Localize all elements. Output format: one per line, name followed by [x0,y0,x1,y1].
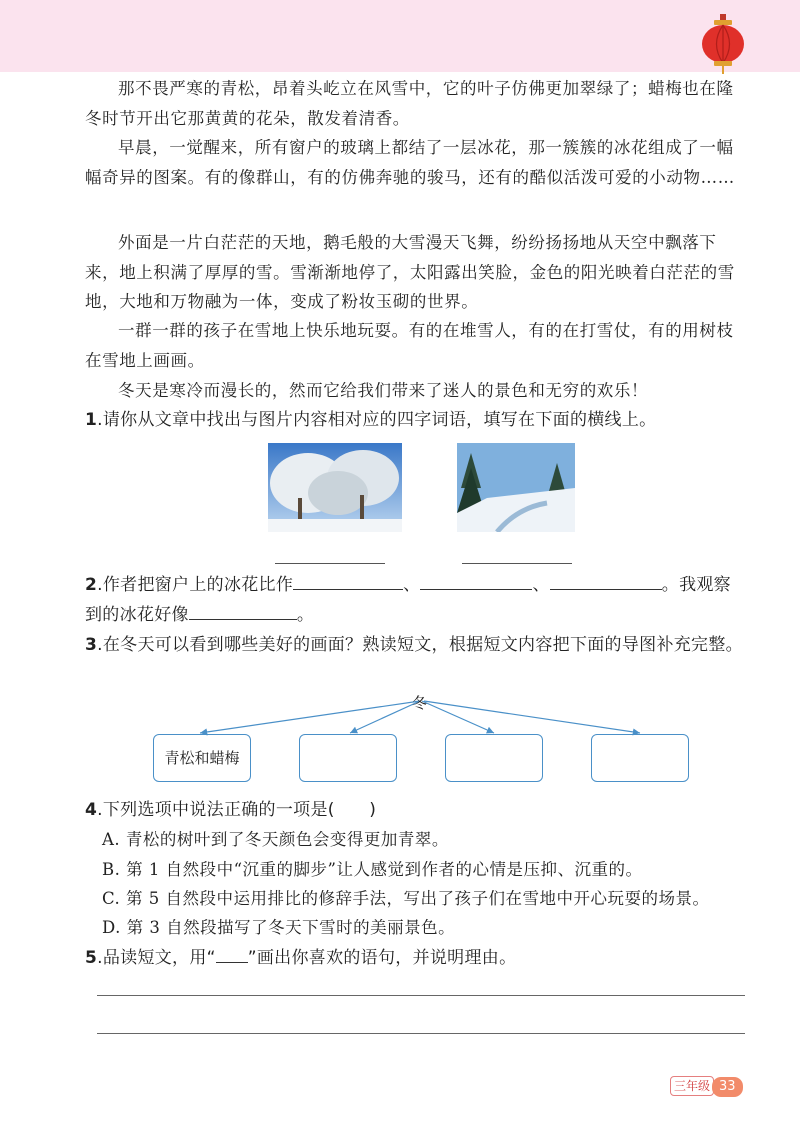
mindmap-box-1: 青松和蜡梅 [153,734,251,782]
mindmap-box-4[interactable] [591,734,689,782]
header-band [0,0,800,72]
paragraph-1: 那不畏严寒的青松，昂着头屹立在风雪中，它的叶子仿佛更加翠绿了；蜡梅也在隆冬时节开出它那黄黄的花朵，散发着清香。 [85,79,734,128]
underline-sample [216,948,248,963]
answer-line-2[interactable] [462,563,572,564]
snow-trees-photo [268,443,402,532]
paragraph-5: 冬天是寒冷而漫长的，然而它给我们带来了迷人的景色和无穷的欢乐！ [118,381,649,400]
paragraph-2: 早晨，一觉醒来，所有窗户的玻璃上都结了一层冰花，那一簇簇的冰花组成了一幅幅奇异的图案。有的像群山，有的仿佛奔驰的骏马，还有的酷似活泼可爱的小动物…… [85,138,735,187]
page-number: 33 [712,1077,743,1097]
paragraph-4: 一群一群的孩子在雪地上快乐地玩耍。有的在堆雪人，有的在打雪仗，有的用树枝在雪地上画画。 [85,321,734,370]
lantern-icon [700,14,746,74]
paragraph-3: 外面是一片白茫茫的天地，鹅毛般的大雪漫天飞舞，纷纷扬扬地从天空中飘落下来，地上积满了厚厚的雪。雪渐渐地停了，太阳露出笑脸，金色的阳光映着白茫茫的雪地，大地和万物融为一体，变成了粉妆玉砌的世界。 [85,233,735,311]
mindmap-root: 冬 [412,694,428,712]
question-1: 1.请你从文章中找出与图片内容相对应的四字词语，填写在下面的横线上。 [85,410,657,430]
option-d[interactable]: D. 第 3 自然段描写了冬天下雪时的美丽景色。 [102,918,456,937]
blank-2d[interactable] [189,601,297,620]
question-3: 3.在冬天可以看到哪些美好的画面？熟读短文，根据短文内容把下面的导图补充完整。 [85,635,743,655]
option-b[interactable]: B. 第 1 自然段中“沉重的脚步”让人感觉到作者的心情是压抑、沉重的。 [102,860,643,879]
blank-2c[interactable] [550,571,662,590]
grade-label: 三年级 [670,1076,714,1096]
blank-2a[interactable] [293,571,403,590]
writing-line-2[interactable] [97,1033,745,1034]
answer-line-1[interactable] [275,563,385,564]
writing-line-1[interactable] [97,995,745,996]
option-a[interactable]: A. 青松的树叶到了冬天颜色会变得更加青翠。 [102,830,449,849]
blank-2b[interactable] [420,571,532,590]
question-5: 5.品读短文，用“ ”画出你喜欢的语句，并说明理由。 [85,948,517,968]
snow-landscape-photo [457,443,575,532]
page-badge [670,1076,743,1096]
mindmap-box-2[interactable] [299,734,397,782]
mindmap-box-3[interactable] [445,734,543,782]
option-c[interactable]: C. 第 5 自然段中运用排比的修辞手法，写出了孩子们在雪地中开心玩耍的场景。 [102,889,710,908]
question-4: 4.下列选项中说法正确的一项是( ) [85,800,377,820]
question-2: 2.作者把窗户上的冰花比作 、 、 。我观察 到的冰花好像 。 [85,570,755,630]
